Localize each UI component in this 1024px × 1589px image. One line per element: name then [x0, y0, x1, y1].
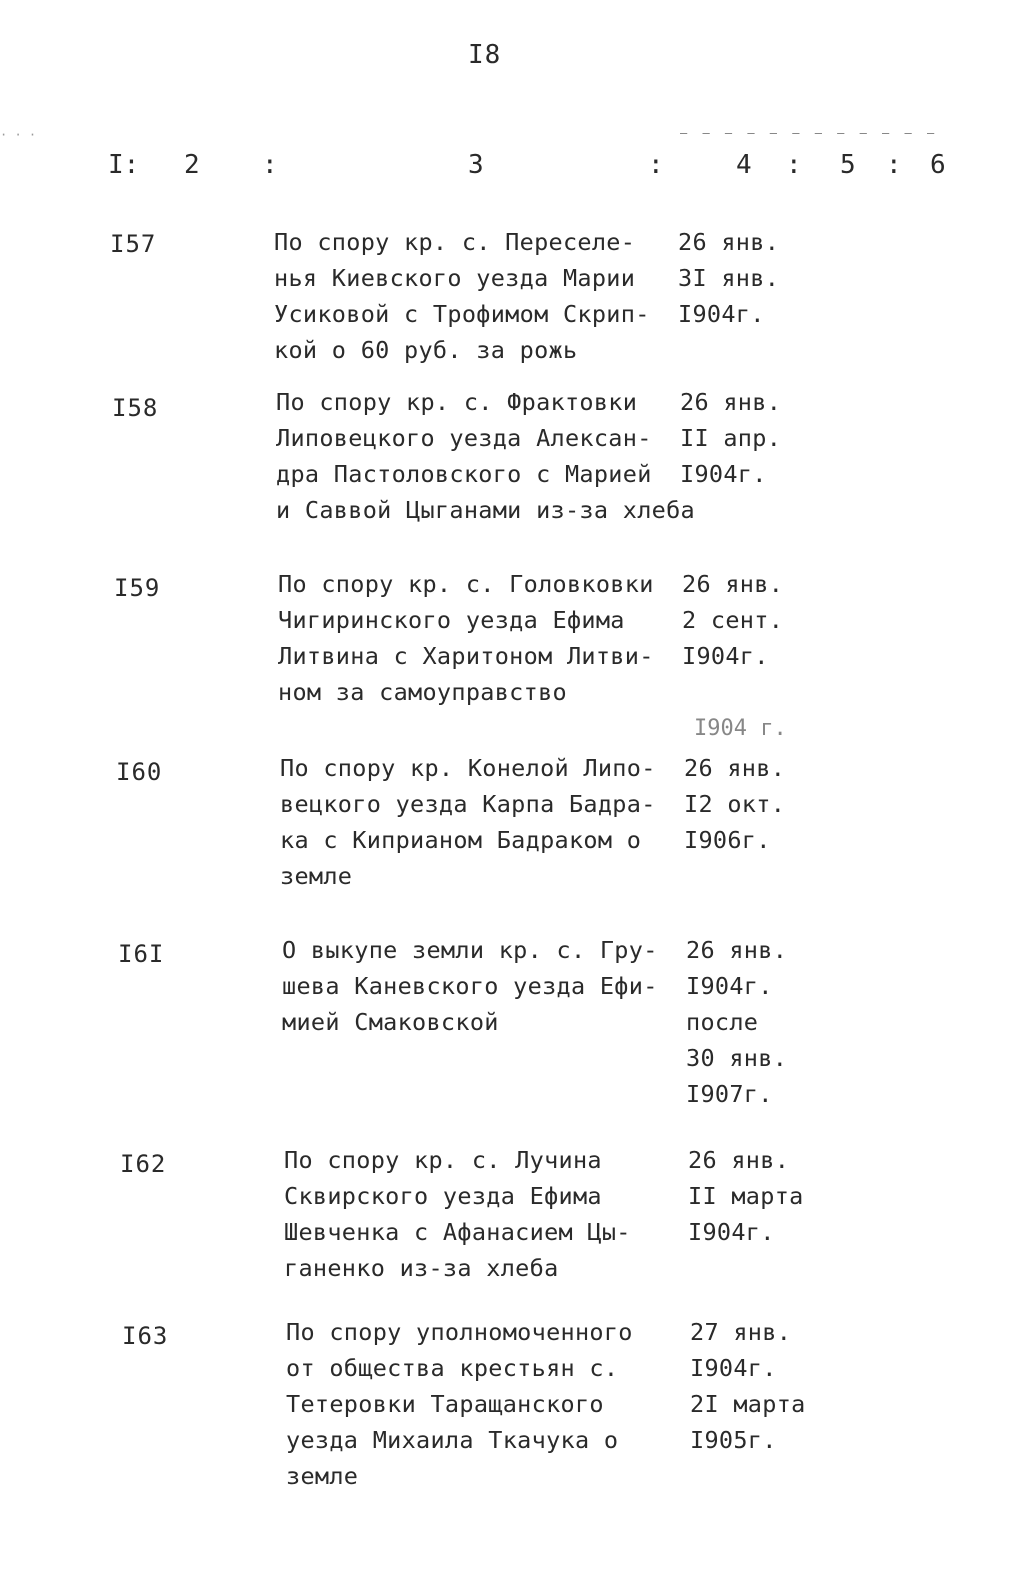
column-header-5: 5 — [840, 150, 856, 180]
entry-dates: 27 янв. I904г. 2I марта I905г. — [690, 1318, 806, 1454]
entry-description: О выкупе земли кр. с. Гру- шева Каневского уезда Ефи- мией Смаковской — [282, 936, 658, 1036]
column-separator: : — [262, 150, 278, 180]
entry-dates: 26 янв. I2 окт. I906г. — [684, 754, 786, 854]
entry-number: I6I — [118, 940, 165, 968]
column-separator: : — [786, 150, 802, 180]
entry-dates: 26 янв. I904г. после 30 янв. I907г. — [686, 936, 788, 1108]
column-header-3: 3 — [468, 150, 484, 180]
entry-description: По спору уполномоченного от общества крестьян с. Тетеровки Таращанского уезда Михаила Ткачука о земле — [286, 1318, 633, 1490]
scan-artifact: ‒ ‒ ‒ ‒ ‒ ‒ ‒ ‒ ‒ ‒ ‒ ‒ — [680, 126, 939, 140]
page-number: I8 — [468, 40, 502, 70]
entry-description: По спору кр. с. Головковки Чигиринского уезда Ефима Литвина с Харитоном Литви- ном за самоуправство — [278, 570, 654, 706]
column-separator: : — [886, 150, 902, 180]
entry-number: I63 — [122, 1322, 169, 1350]
entry-description: По спору кр. с. Лучина Сквирского уезда Ефима Шевченка с Афанасием Цы- ганенко из-за хлеба — [284, 1146, 631, 1282]
entry-number: I60 — [116, 758, 163, 786]
entry-number: I58 — [112, 394, 159, 422]
entry-dates: 26 янв. 2 сент. I904г. — [682, 570, 784, 670]
column-header-2: 2 — [184, 150, 200, 180]
entry-description: По спору кр. Конелой Липо- вецкого уезда Карпа Бадра- ка с Киприаном Бадраком о земле — [280, 754, 656, 890]
column-header-6: 6 — [930, 150, 946, 180]
scan-artifact: · · · — [0, 128, 37, 142]
entry-description: По спору кр. с. Переселе- нья Киевского уезда Марии Усиковой с Трофимом Скрип- кой о 60 руб. за рожь — [274, 228, 650, 364]
column-header-4: 4 — [736, 150, 752, 180]
entry-dates: 26 янв. II марта I904г. — [688, 1146, 804, 1246]
column-header-1: I: — [108, 150, 140, 180]
entry-number: I57 — [110, 230, 157, 258]
entry-dates: 26 янв. II апр. I904г. — [680, 388, 782, 488]
entry-dates: 26 янв. 3I янв. I904г. — [678, 228, 780, 328]
faint-handwritten-note: I904 г. — [694, 716, 787, 741]
entry-description: По спору кр. с. Фрактовки Липовецкого уезда Алексан- дра Пастоловского с Марией и Саввой Цыганами из-за хлеба — [276, 388, 695, 524]
entry-number: I62 — [120, 1150, 167, 1178]
column-separator: : — [648, 150, 664, 180]
entry-number: I59 — [114, 574, 161, 602]
